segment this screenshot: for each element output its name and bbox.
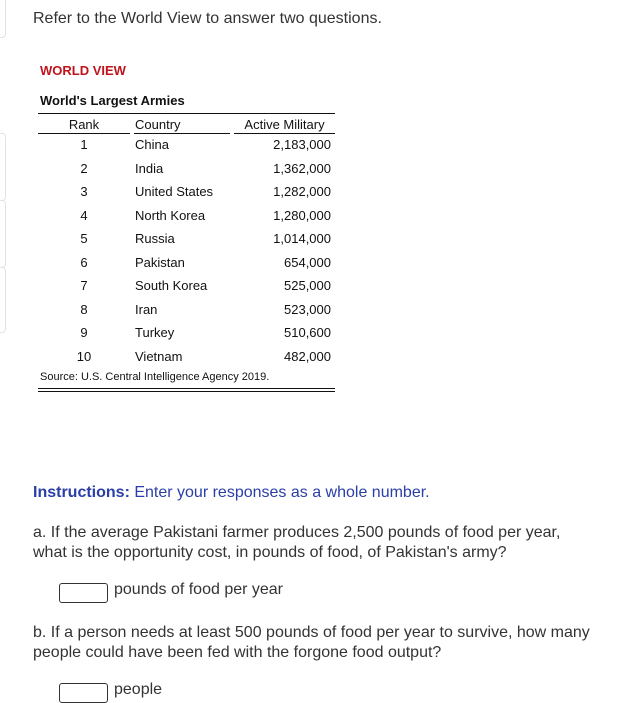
- header-country-label: Country: [135, 117, 181, 132]
- header-country: [134, 116, 230, 134]
- rank-cell: 3: [80, 184, 88, 199]
- header-rank: Rank: [38, 116, 130, 134]
- military-cell: 1,280,000: [273, 207, 331, 223]
- answer-a-unit: pounds of food per year: [114, 581, 284, 598]
- header-active-military: Active Military: [234, 116, 335, 134]
- table-row: [38, 133, 335, 156]
- military-cell: 2,183,000: [273, 137, 331, 152]
- panel-edge: [0, 267, 6, 333]
- table-bottom-rule: [38, 388, 335, 392]
- military-cell: 1,014,000: [273, 231, 331, 246]
- panel-edge: [0, 133, 6, 201]
- rank-cell: 7: [80, 278, 88, 293]
- instructions: [33, 484, 430, 502]
- answer-b-unit: people: [114, 681, 163, 698]
- table-top-rule: [38, 113, 335, 114]
- country-cell: Vietnam: [135, 348, 183, 364]
- rank-cell: 9: [80, 325, 88, 340]
- country-cell: India: [135, 160, 164, 176]
- country-cell: Turkey: [135, 325, 175, 340]
- military-cell: 510,600: [284, 325, 331, 340]
- country-cell: Russia: [135, 231, 175, 246]
- rank-cell: 4: [80, 207, 88, 223]
- military-cell: 1,362,000: [273, 160, 331, 176]
- panel-edge: [0, 200, 6, 268]
- country-cell: Pakistan: [135, 254, 185, 270]
- rank-cell: 8: [80, 301, 88, 317]
- instructions-label: Instructions:: [33, 484, 130, 501]
- answer-b-input[interactable]: [59, 683, 108, 703]
- military-cell: 523,000: [284, 301, 331, 317]
- table-source: Source: U.S. Central Intelligence Agency 2019.: [40, 371, 270, 383]
- military-cell: 482,000: [284, 348, 331, 364]
- intro-text: Refer to the World View to answer two questions.: [33, 10, 382, 27]
- country-cell: China: [135, 137, 169, 152]
- military-cell: 1,282,000: [273, 184, 331, 199]
- rank-cell: 10: [76, 348, 92, 364]
- country-cell: North Korea: [135, 207, 206, 223]
- table-row: [38, 157, 335, 180]
- panel-edge: [0, 0, 6, 38]
- table-title: World's Largest Armies: [40, 93, 185, 108]
- table-row: [38, 345, 335, 368]
- table-row: [38, 251, 335, 274]
- world-view-label: WORLD VIEW: [40, 63, 126, 78]
- table-row: [38, 321, 335, 344]
- question-b-text: b. If a person needs at least 500 pounds of food per year to survive, how many people could have been fed with the forgone food output?: [33, 624, 590, 661]
- answer-a-input[interactable]: [59, 583, 108, 603]
- rank-cell: 5: [80, 231, 88, 246]
- military-cell: 654,000: [284, 254, 331, 270]
- question-a-text: a. If the average Pakistani farmer produces 2,500 pounds of food per year, what is the opportunity cost, in pounds of food, of Pakistan's army?: [33, 524, 561, 561]
- rank-cell: 2: [80, 160, 88, 176]
- table-row: [38, 180, 335, 203]
- country-cell: United States: [135, 184, 214, 199]
- table-row: [38, 227, 335, 250]
- instructions-text: Enter your responses as a whole number.: [134, 484, 430, 501]
- rank-cell: 1: [80, 137, 88, 152]
- table-row: [38, 298, 335, 321]
- country-cell: Iran: [135, 301, 158, 317]
- military-cell: 525,000: [284, 278, 331, 293]
- rank-cell: 6: [80, 254, 88, 270]
- table-row: [38, 204, 335, 227]
- table-row: [38, 274, 335, 297]
- country-cell: South Korea: [135, 278, 208, 293]
